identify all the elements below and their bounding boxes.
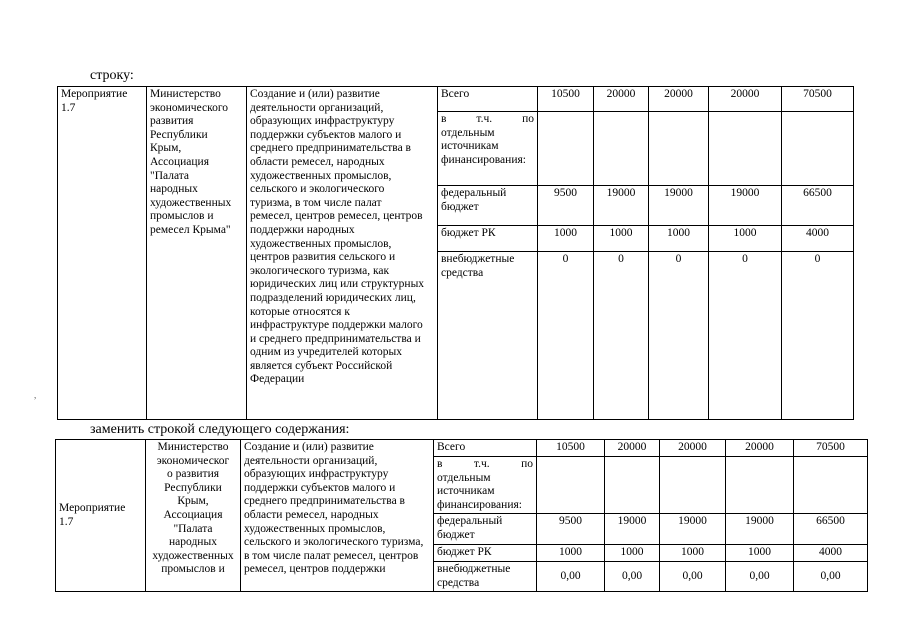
description-line: образующих инфраструктуру [244, 468, 389, 481]
value-cell [537, 457, 605, 514]
description-line: художественных промыслов, [250, 237, 392, 250]
source-label-word: по [522, 113, 534, 125]
value-cell: 1000 [594, 226, 649, 252]
value-cell: 4000 [782, 226, 854, 252]
executor-text [150, 88, 243, 238]
description-line: области ремесел, народных [250, 155, 385, 168]
value-cell: 66500 [794, 514, 868, 545]
description-line: поддержки субъектов малого и [250, 128, 402, 141]
value-cell: 20000 [726, 440, 794, 457]
measure-line: Мероприятие [59, 501, 126, 514]
value-cell: 0,00 [605, 561, 660, 591]
source-label-line: Всего [441, 88, 470, 100]
executor-line: Республики [164, 481, 222, 494]
source-label-word: в [441, 113, 447, 125]
description-line: центров развития сельского и [250, 251, 396, 264]
description-line: художественных промыслов, [250, 169, 392, 182]
description-line: Создание и (или) развитие [244, 441, 374, 453]
value-cell: 20000 [660, 440, 726, 457]
value-cell: 0 [594, 252, 649, 420]
value-cell: 19000 [660, 514, 726, 545]
source-label-word: т.ч. [476, 113, 493, 125]
executor-line: Ассоциация [163, 508, 223, 521]
source-label-cell [434, 545, 537, 562]
source-label-word: т.ч. [473, 458, 490, 470]
value-cell [726, 457, 794, 514]
source-label-line: источникам [441, 140, 499, 153]
value-cell: 70500 [794, 440, 868, 457]
executor-line: народных [169, 536, 217, 549]
old-row-table [57, 86, 854, 420]
value-cell [538, 112, 594, 186]
measure-cell [58, 87, 147, 420]
source-label-cell [434, 514, 537, 545]
value-cell: 0 [538, 252, 594, 420]
value-cell: 20000 [709, 87, 782, 112]
description-line: туризма, в том числе палат [250, 196, 382, 209]
source-label-line: внебюджетные [437, 562, 511, 575]
executor-line: экономического [150, 101, 229, 114]
description-line: среднего предпринимательства в [250, 142, 411, 155]
source-label-line: финансирования: [437, 498, 522, 511]
source-label-line: федеральный [437, 515, 503, 528]
description-line: деятельности организаций, [244, 454, 378, 467]
measure-line: 1.7 [61, 101, 76, 114]
description-line: Создание и (или) развитие [250, 88, 380, 100]
executor-line: Крым, [177, 495, 209, 508]
executor-line: о развития [166, 468, 220, 481]
value-cell: 10500 [538, 87, 594, 112]
caption-replace-row: строку: [90, 68, 134, 83]
source-label-cell [438, 87, 538, 112]
executor-cell [147, 87, 247, 420]
description-line: поддержки народных [250, 223, 355, 236]
value-cell: 9500 [537, 514, 605, 545]
description-line: художественных промыслов, [244, 522, 386, 535]
source-label-cell [438, 226, 538, 252]
value-cell: 20000 [605, 440, 660, 457]
value-cell: 1000 [709, 226, 782, 252]
measure-text [61, 88, 143, 115]
measure-cell [56, 440, 146, 592]
executor-line: Министерство [150, 88, 221, 100]
source-label-cell [434, 457, 537, 514]
source-label-line: федеральный [441, 187, 507, 199]
value-cell: 19000 [649, 186, 709, 226]
executor-line: промыслов и [161, 563, 225, 576]
description-line: образующих инфраструктуру [250, 115, 395, 128]
value-cell: 0 [709, 252, 782, 420]
description-line: ремесел, центров поддержки [244, 563, 386, 576]
value-cell: 0 [649, 252, 709, 420]
measure-line: Мероприятие [61, 88, 128, 100]
source-label-line: бюджет РК [437, 546, 492, 559]
description-cell [247, 87, 438, 420]
measure-line: 1.7 [59, 515, 74, 528]
value-cell: 0 [782, 252, 854, 420]
source-label-line: отдельным [437, 471, 491, 484]
source-label-cell [438, 112, 538, 186]
description-line: и среднего предпринимательства и [250, 332, 421, 345]
value-cell: 1000 [660, 545, 726, 562]
description-line: Федерации [250, 373, 305, 386]
source-label-word: в [437, 458, 443, 470]
source-label-line: бюджет [441, 200, 479, 213]
executor-line: художественных [152, 549, 234, 562]
description-line: в том числе палат ремесел, центров [244, 549, 419, 562]
executor-line: промыслов и [150, 210, 214, 223]
executor-line: развития [150, 115, 194, 128]
executor-line: Ассоциация [150, 155, 209, 168]
source-label-line: внебюджетные [441, 253, 515, 265]
source-label-cell [434, 561, 537, 591]
description-line: деятельности организаций, [250, 101, 384, 114]
description-line: инфраструктуре поддержки малого [250, 319, 423, 332]
value-cell: 1000 [726, 545, 794, 562]
executor-line: экономическог [156, 454, 230, 467]
executor-line: Министерство [157, 441, 229, 453]
value-cell [794, 457, 868, 514]
source-label-cell [438, 186, 538, 226]
value-cell: 20000 [649, 87, 709, 112]
caption-with-row: заменить строкой следующего содержания: [90, 422, 350, 437]
value-cell: 19000 [709, 186, 782, 226]
description-line: сельского и экологического туризма, [244, 536, 424, 549]
value-cell: 9500 [538, 186, 594, 226]
value-cell [605, 457, 660, 514]
value-cell: 19000 [605, 514, 660, 545]
description-text [250, 88, 434, 387]
source-label-line: Всего [437, 441, 466, 453]
description-line: среднего предпринимательства в [244, 495, 405, 508]
source-label-line: средства [441, 266, 484, 279]
description-line: поддержки субъектов малого и [244, 481, 396, 494]
value-cell: 10500 [537, 440, 605, 457]
value-cell: 4000 [794, 545, 868, 562]
value-cell: 0,00 [660, 561, 726, 591]
value-cell [782, 112, 854, 186]
value-cell: 19000 [726, 514, 794, 545]
value-cell [594, 112, 649, 186]
value-cell: 0,00 [537, 561, 605, 591]
value-cell: 19000 [594, 186, 649, 226]
description-line: которые относятся к [250, 305, 350, 318]
executor-line: ремесел Крыма" [150, 223, 231, 236]
source-label-line: отдельным [441, 126, 495, 139]
description-line: области ремесел, народных [244, 508, 379, 521]
measure-text [59, 502, 142, 529]
source-label-line: средства [437, 576, 480, 589]
value-cell: 70500 [782, 87, 854, 112]
description-line: сельского и экологического [250, 183, 385, 196]
value-cell [649, 112, 709, 186]
value-cell [709, 112, 782, 186]
source-label-line: источникам [437, 485, 495, 498]
value-cell [660, 457, 726, 514]
description-cell [241, 440, 434, 592]
new-row-table [55, 439, 868, 592]
description-line: ремесел, центров ремесел, центров [250, 210, 423, 223]
description-line: является субъект Российской [250, 359, 393, 372]
executor-line: "Палата [150, 169, 190, 182]
value-cell: 20000 [594, 87, 649, 112]
description-text [244, 441, 430, 577]
executor-line: художественных [150, 196, 232, 209]
executor-text [149, 441, 237, 577]
value-cell: 0,00 [794, 561, 868, 591]
value-cell: 1000 [537, 545, 605, 562]
description-line: подразделений юридических лиц, [250, 291, 416, 304]
source-label-line [441, 113, 534, 127]
description-line: одним из учредителей которых [250, 346, 402, 359]
scan-speck: , [34, 390, 37, 400]
value-cell: 66500 [782, 186, 854, 226]
source-label-line [437, 458, 533, 472]
source-label-line: бюджет РК [441, 227, 496, 239]
source-label-word: по [521, 458, 533, 470]
executor-cell [146, 440, 241, 592]
executor-line: народных [150, 183, 198, 196]
executor-line: Республики [150, 128, 208, 141]
value-cell: 1000 [649, 226, 709, 252]
source-label-line: бюджет [437, 528, 475, 541]
value-cell: 1000 [538, 226, 594, 252]
description-line: экологического туризма, как [250, 264, 390, 277]
executor-line: "Палата [173, 522, 213, 535]
description-line: юридических лиц или структурных [250, 278, 425, 291]
value-cell: 1000 [605, 545, 660, 562]
value-cell: 0,00 [726, 561, 794, 591]
source-label-cell [434, 440, 537, 457]
executor-line: Крым, [150, 142, 182, 155]
source-label-line: финансирования: [441, 153, 526, 166]
source-label-cell [438, 252, 538, 420]
